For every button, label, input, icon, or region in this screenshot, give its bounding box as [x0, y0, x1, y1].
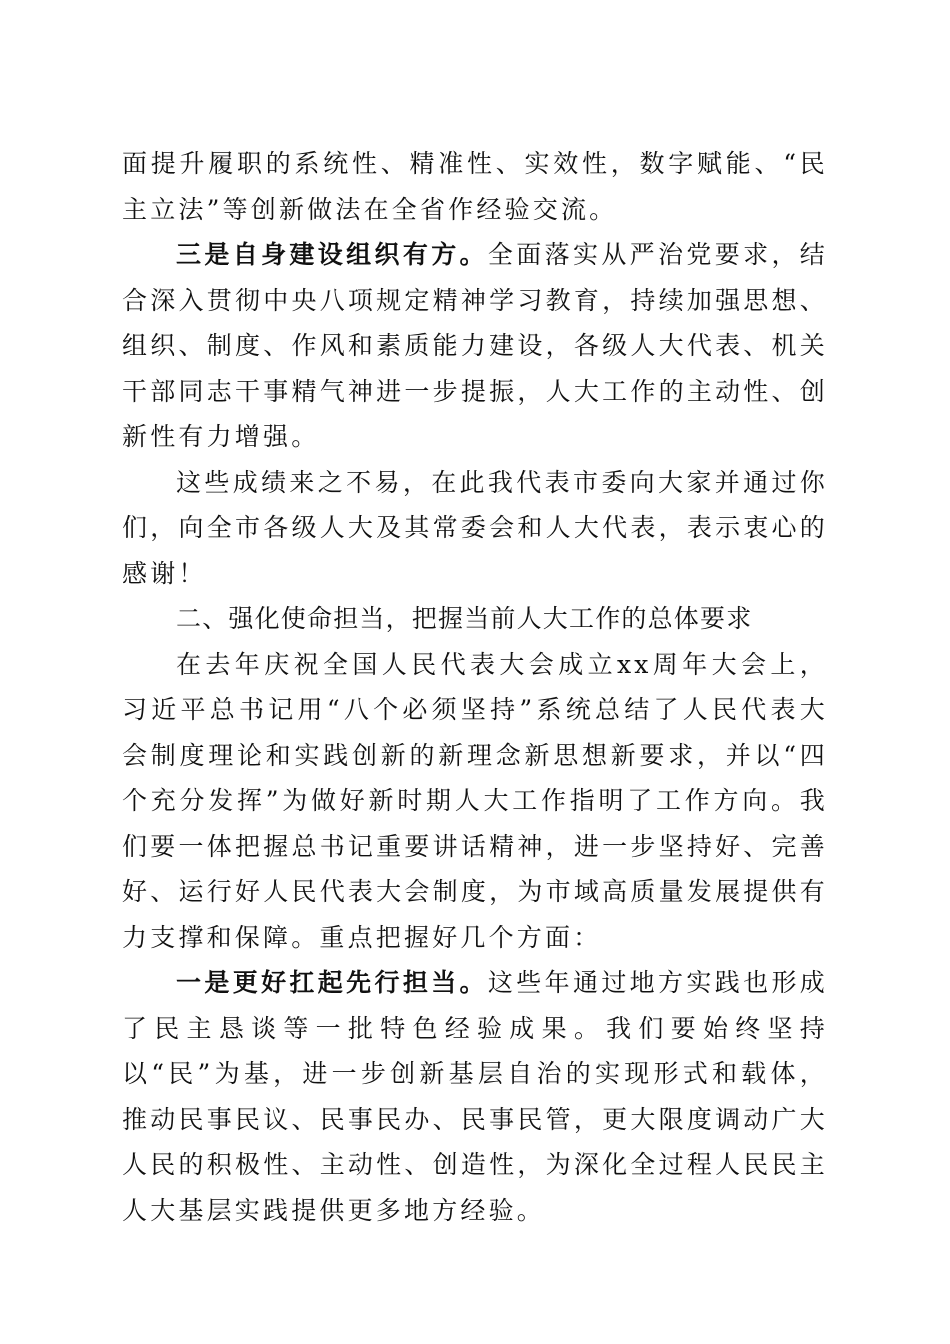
paragraph-continuation [122, 141, 828, 232]
paragraph-self-building [122, 232, 828, 460]
paragraph-text: 在去年庆祝全国人民代表大会成立xx周年大会上，习近平总书记用“八个必须坚持”系统总结了人民代表大会制度理论和实践创新的新理念新思想新要求，并以“四个充分发挥”为做好新时期人大工作指明了工作方向。我们要一体把握总书记重要讲话精神，进一步坚持好、完善好、运行好人民代表大会制度，为市域高质量发展提供有力支撑和保障。重点把握好几个方面： [122, 649, 828, 952]
paragraph-pioneer [122, 960, 828, 1233]
paragraph-thanks [122, 460, 828, 597]
paragraph-text: 这些成绩来之不易，在此我代表市委向大家并通过你们，向全市各级人大及其常委会和人大代表，表示衷心的感谢！ [122, 467, 828, 588]
document-body [122, 141, 828, 1233]
section-heading-2: 二、强化使命担当，把握当前人大工作的总体要求 [176, 604, 753, 633]
paragraph-lead: 一是更好扛起先行担当。 [176, 968, 488, 997]
paragraph-text: 这些年通过地方实践也形成了民主恳谈等一批特色经验成果。我们要始终坚持以“民”为基，进一步创新基层自治的实现形式和载体，推动民事民议、民事民办、民事民管，更大限度调动广大人民的积极性、主动性、创造性，为深化全过程人民民主人大基层实践提供更多地方经验。 [122, 968, 829, 1225]
paragraph-text: 面提升履职的系统性、精准性、实效性，数字赋能、“民主立法”等创新做法在全省作经验交流。 [122, 149, 828, 224]
paragraph-general-requirements [122, 642, 828, 961]
paragraph-lead: 三是自身建设组织有方。 [176, 240, 488, 269]
paragraph-text: 全面落实从严治党要求，结合深入贯彻中央八项规定精神学习教育，持续加强思想、组织、制度、作风和素质能力建设，各级人大代表、机关干部同志干事精气神进一步提振，人大工作的主动性、创新性有力增强。 [122, 240, 829, 451]
